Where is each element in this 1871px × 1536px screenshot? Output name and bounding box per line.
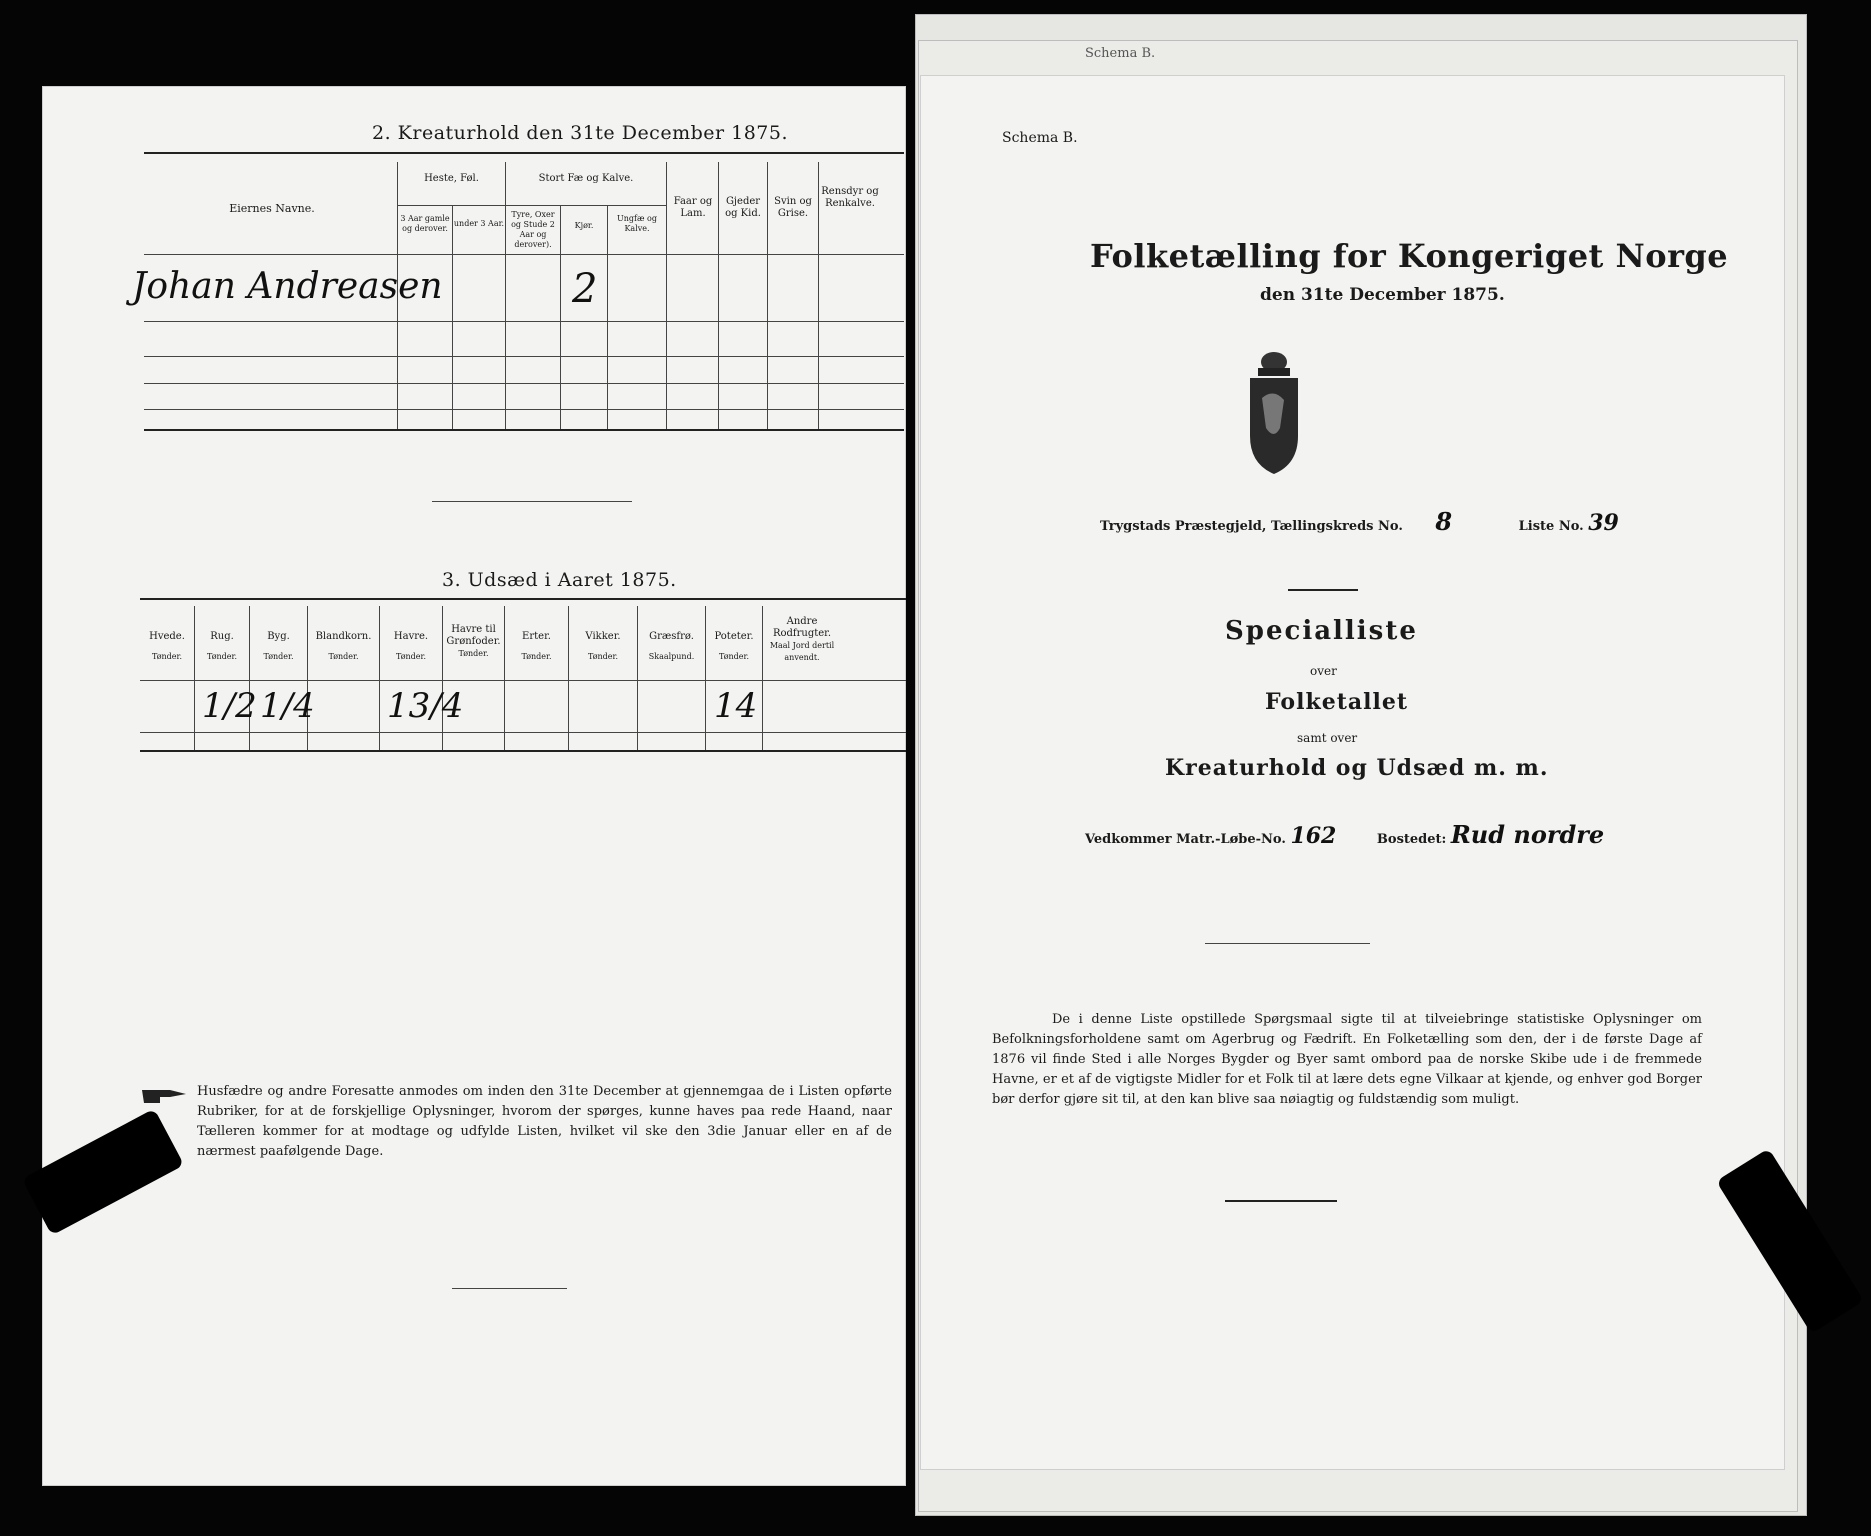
left-page <box>42 86 906 1486</box>
explanation-paragraph: De i denne Liste opstillede Spørgsmaal sigte til at tilveiebringe statistiske Oplysninger om Befolkningsforholdene samt om Agerbrug og Fædrift. En Folketælling som den, der i de første Dage af 1876 vil finde Sted i alle Norges Bygder og Byer samt ombord paa de norske Skibe ude i de fremmede Havne, er et af de vigtigste Midler for et Folk til at lære dets egne Vilkaar at kjende, og enhver god Borger bør derfor gjøre sit til, at den kan blive saa nøiagtig og fuldstændig som muligt. <box>992 1012 1702 1107</box>
seed-head-10: Andre Rodfrugter. <box>772 616 832 639</box>
back-sheet-label: Schema B. <box>1085 46 1156 61</box>
census-title: Folketælling for Kongeriget Norge <box>1090 237 1729 275</box>
seed-unit-7: Tønder. <box>587 652 619 661</box>
seed-head-6: Erter. <box>522 631 551 642</box>
schema-label: Schema B. <box>1002 130 1078 146</box>
seed-value-havre: 13/4 <box>387 686 464 726</box>
owner-name: Johan Andreasen <box>132 266 443 307</box>
kreatur-title: Kreaturhold og Udsæd m. m. <box>1165 755 1549 781</box>
col-owner: Eiernes Navne. <box>229 202 315 215</box>
bosted-value: Rud nordre <box>1450 820 1605 849</box>
seed-unit-8: Skaalpund. <box>648 652 695 661</box>
census-date: den 31te December 1875. <box>1260 285 1505 305</box>
coat-of-arms-icon <box>1244 348 1304 478</box>
over-label: over <box>1310 664 1337 678</box>
list-value: 39 <box>1588 510 1619 536</box>
seed-unit-1: Tønder. <box>206 652 238 661</box>
right-page <box>920 75 1785 1470</box>
location-line <box>1100 507 1700 536</box>
parish-label: Trygstads Præstegjeld, <box>1100 519 1267 534</box>
folketallet: Folketallet <box>1265 689 1408 715</box>
end-divider <box>1225 1200 1337 1202</box>
col-horses: Heste, Føl. <box>424 173 479 184</box>
seed-head-9: Poteter. <box>714 631 754 642</box>
seed-unit-9: Tønder. <box>718 652 750 661</box>
seed-unit-4: Tønder. <box>395 652 427 661</box>
seed-unit-0: Tønder. <box>151 652 183 661</box>
seed-head-7: Vikker. <box>585 631 621 642</box>
special-title: Specialliste <box>1225 616 1418 646</box>
seed-value-poteter: 14 <box>714 686 758 726</box>
section3-title: 3. Udsæd i Aaret 1875. <box>442 569 677 591</box>
bottom-divider <box>452 1288 567 1289</box>
divider <box>432 501 632 502</box>
col-pigs: Svin og Grise. <box>774 196 812 219</box>
col-goats: Gjeder og Kid. <box>725 196 761 219</box>
mid-divider <box>1205 943 1370 944</box>
col-sheep: Faar og Lam. <box>673 196 713 219</box>
district-label: Tællingskreds No. <box>1270 519 1403 534</box>
seed-head-8: Græsfrø. <box>649 631 694 642</box>
bosted-label: Bostedet: <box>1376 832 1447 847</box>
seed-unit-5: Tønder. <box>458 649 489 658</box>
title-divider <box>1288 589 1358 591</box>
col-cattle-cows: Kjør. <box>574 221 594 230</box>
footnote: Husfædre og andre Foresatte anmodes om inden den 31te December at gjennemgaa de i Listen opførte Rubriker, for at de forskjellige Oplysninger, hvorom der spørges, kunne haves paa rede Haand, naar Tælleren kommer for at modtage og udfylde Listen, hvilket vil ske den 3die Januar eller en af de nærmest paafølgende Dage. <box>197 1084 892 1159</box>
seed-head-1: Rug. <box>210 631 234 642</box>
section2-title: 2. Kreaturhold den 31te December 1875. <box>372 122 789 144</box>
seed-unit-3: Tønder. <box>328 652 359 661</box>
cows-count: 2 <box>572 266 598 312</box>
seed-head-2: Byg. <box>267 631 290 642</box>
seed-unit-6: Tønder. <box>521 652 552 661</box>
col-cattle-bulls: Tyre, Oxer og Stude 2 Aar og derover). <box>511 210 555 249</box>
col-horses-young: under 3 Aar. <box>453 219 505 228</box>
seed-value-rug: 1/2 <box>202 686 257 726</box>
seed-unit-10: Maal Jord dertil anvendt. <box>769 641 835 662</box>
col-horses-old: 3 Aar gamle og derover. <box>400 214 450 233</box>
seed-head-4: Havre. <box>393 631 429 642</box>
matr-label: Vedkommer Matr.-Løbe-No. <box>1085 832 1286 847</box>
matr-value: 162 <box>1290 823 1337 849</box>
col-reindeer: Rensdyr og Renkalve. <box>821 186 879 209</box>
seed-value-byg: 1/4 <box>260 686 315 726</box>
seed-unit-2: Tønder. <box>263 652 294 661</box>
seed-head-3: Blandkorn. <box>315 631 372 642</box>
property-line <box>1085 820 1705 849</box>
seed-head-5: Havre til Grønfoder. <box>446 624 501 647</box>
col-cattle: Stort Fæ og Kalve. <box>538 173 634 184</box>
samt-over: samt over <box>1297 731 1358 745</box>
seed-head-0: Hvede. <box>149 631 185 642</box>
col-cattle-young: Ungfæ og Kalve. <box>617 214 657 233</box>
list-label: Liste No. <box>1518 519 1584 534</box>
pointing-hand-icon <box>140 1084 190 1106</box>
district-value: 8 <box>1435 507 1453 536</box>
